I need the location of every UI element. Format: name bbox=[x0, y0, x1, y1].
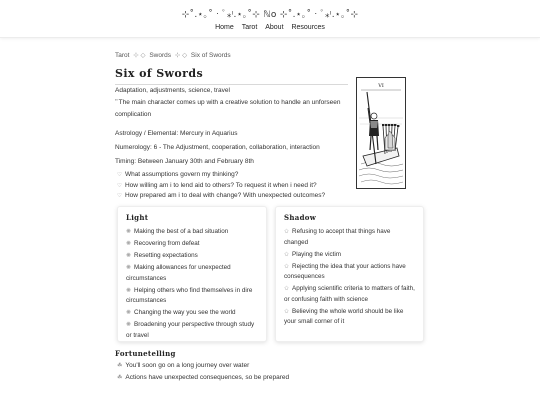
light-item bbox=[126, 239, 258, 250]
shadow-item-text: Rejecting the idea that your actions have consequences bbox=[284, 262, 406, 280]
timing-line: Timing: Between January 30th and February 8th bbox=[115, 158, 254, 165]
star-icon: ✩ bbox=[284, 251, 290, 258]
sun-icon: ✺ bbox=[126, 265, 132, 271]
star-icon: ✩ bbox=[284, 263, 290, 270]
light-list bbox=[126, 227, 258, 341]
clover-icon: ☘ bbox=[117, 363, 123, 369]
shadow-title: Shadow bbox=[284, 213, 317, 222]
shadow-item-text: Applying scientific criteria to matters of faith, or confusing faith with science bbox=[284, 285, 415, 303]
sun-icon: ✺ bbox=[126, 253, 132, 259]
shadow-item bbox=[284, 284, 415, 305]
fortunetelling-list bbox=[117, 360, 289, 384]
clover-icon: ☘ bbox=[117, 375, 123, 381]
card-numeral: VI bbox=[378, 83, 384, 89]
breadcrumb bbox=[115, 51, 231, 59]
sun-icon: ✺ bbox=[126, 241, 132, 247]
heart-icon: ♡ bbox=[117, 193, 122, 199]
question-item bbox=[117, 181, 325, 192]
breadcrumb-current: Six of Swords bbox=[190, 52, 231, 59]
shadow-item-text: Believing the whole world should be like your small corner of it bbox=[284, 307, 404, 325]
fortune-item-text: Actions have unexpected consequences, so be prepared bbox=[125, 374, 290, 381]
sun-icon: ✺ bbox=[126, 322, 132, 328]
sun-icon: ✺ bbox=[126, 310, 132, 316]
tarot-card-image bbox=[356, 77, 406, 189]
star-icon: ✩ bbox=[284, 286, 290, 292]
question-item bbox=[117, 191, 325, 202]
breadcrumb-separator: ⊹ ◇ bbox=[133, 52, 146, 59]
question-text: How willing am i to lend aid to others? To request it when i need it? bbox=[124, 181, 317, 189]
light-item bbox=[126, 263, 258, 284]
star-icon: ✩ bbox=[284, 229, 290, 235]
shadow-item bbox=[284, 250, 415, 261]
shadow-item-text: Refusing to accept that things have changed bbox=[284, 228, 391, 246]
nav-home-link[interactable]: Home bbox=[215, 24, 234, 31]
star-icon: ✩ bbox=[284, 308, 290, 315]
question-text: What assumptions govern my thinking? bbox=[124, 171, 239, 178]
six-of-swords-illustration bbox=[357, 78, 405, 188]
light-item bbox=[126, 251, 258, 262]
question-text: How prepared am i to deal with change? With unexpected outcomes? bbox=[124, 192, 326, 199]
fortune-item bbox=[117, 360, 289, 372]
shadow-item bbox=[284, 262, 415, 283]
heart-icon: ♡ bbox=[117, 182, 122, 189]
light-item bbox=[126, 320, 258, 341]
shadow-list bbox=[284, 227, 415, 328]
light-item-text: Helping others who find themselves in dire circumstances bbox=[126, 286, 253, 304]
breadcrumb-swords-link[interactable]: Swords bbox=[149, 52, 172, 59]
breadcrumb-separator: ⊹ ◇ bbox=[174, 52, 188, 59]
light-item-text: Changing the way you see the world bbox=[134, 309, 236, 316]
question-item bbox=[117, 170, 325, 181]
shadow-item bbox=[284, 227, 415, 248]
sun-icon: ✺ bbox=[126, 287, 132, 294]
shadow-panel bbox=[275, 206, 424, 342]
card-keywords: Adaptation, adjustments, science, travel bbox=[115, 87, 230, 94]
light-panel bbox=[117, 206, 267, 342]
astrology-line: Astrology / Elemental: Mercury in Aquarius bbox=[115, 130, 238, 137]
light-item-text: Making allowances for unexpected circumstances bbox=[126, 264, 231, 282]
light-item bbox=[126, 286, 258, 307]
nav-about-link[interactable]: About bbox=[265, 24, 284, 31]
quote-mark-icon: ” bbox=[115, 98, 118, 107]
light-item-text: Making the best of a bad situation bbox=[134, 228, 229, 235]
light-title: Light bbox=[126, 213, 149, 222]
page-title: Six of Swords bbox=[115, 67, 204, 80]
light-item-text: Broadening your perspective through study or travel bbox=[126, 321, 255, 339]
card-quote-text: The main character comes up with a creative solution to handle an unforseen complication bbox=[115, 99, 341, 118]
light-item bbox=[126, 227, 258, 238]
card-quote bbox=[115, 97, 347, 121]
nav-resources-link[interactable]: Resources bbox=[291, 24, 325, 31]
site-header bbox=[0, 0, 540, 38]
fortune-item-text: You'll soon go on a long journey over water bbox=[125, 362, 250, 369]
fortunetelling-title: Fortunetelling bbox=[115, 349, 176, 358]
heart-icon: ♡ bbox=[117, 172, 122, 178]
shadow-item bbox=[284, 307, 415, 328]
title-divider bbox=[115, 84, 348, 85]
site-title[interactable]: ⊹˚.⋆｡˚•ﾟ⁎ᵎ.⋆｡˚⊹ ℕ໐ ⊹˚.⋆｡˚•ﾟ⁎ᵎ.⋆｡˚⊹ bbox=[181, 10, 359, 20]
light-item-text: Resetting expectations bbox=[134, 252, 198, 259]
main-nav bbox=[0, 24, 540, 31]
light-item-text: Recovering from defeat bbox=[134, 240, 200, 247]
numerology-line: Numerology: 6 - The Adjustment, cooperation, collaboration, interaction bbox=[115, 144, 320, 151]
reflection-questions bbox=[117, 170, 325, 202]
sun-icon: ✺ bbox=[126, 229, 132, 235]
fortune-item bbox=[117, 372, 289, 384]
shadow-item-text: Playing the victim bbox=[292, 250, 342, 258]
light-item bbox=[126, 308, 258, 319]
nav-tarot-link[interactable]: Tarot bbox=[241, 24, 258, 31]
breadcrumb-tarot-link[interactable]: Tarot bbox=[115, 52, 130, 59]
